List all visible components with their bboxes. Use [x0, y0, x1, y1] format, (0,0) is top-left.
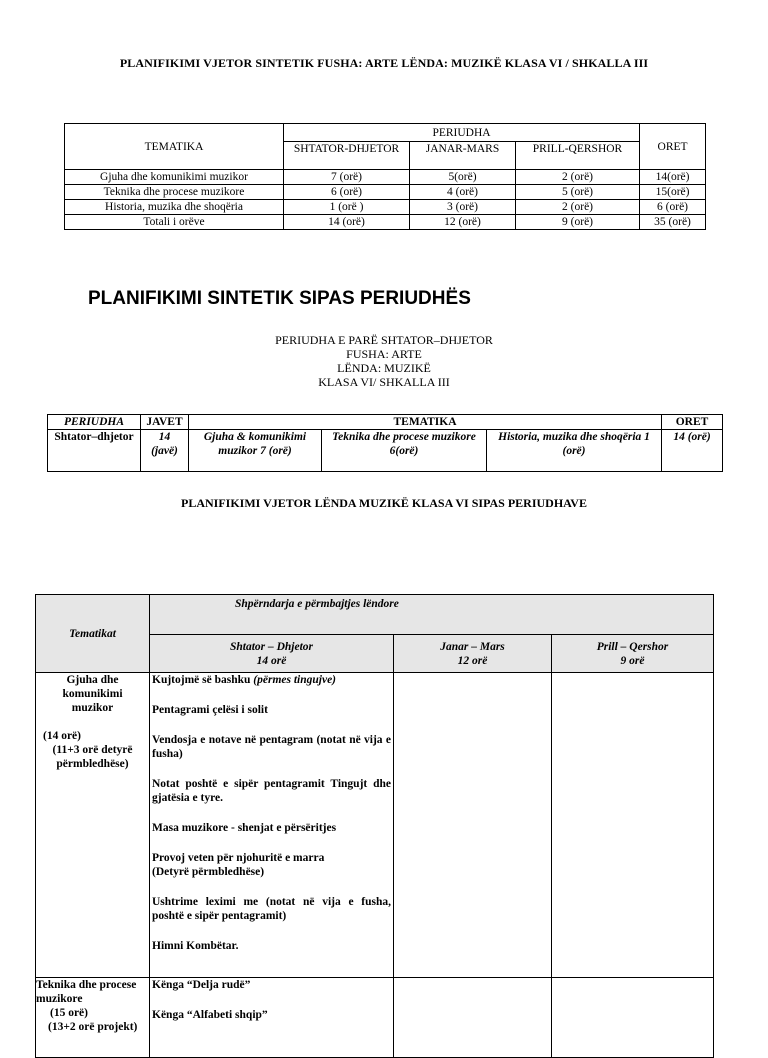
section-subtitle-line: LËNDA: MUZIKË	[337, 361, 431, 375]
table-row	[65, 215, 706, 230]
period-header	[394, 635, 552, 673]
period-name: Shtator – Dhjetor	[229, 640, 314, 653]
row-name: Teknika dhe procese muzikore	[65, 185, 284, 200]
content-item: Notat poshtë e sipër pentagramit Tingujt dhe gjatësia e tyre.	[152, 778, 391, 804]
content-item: Kënga “Alfabeti shqip”	[152, 1009, 268, 1021]
topic-cell	[36, 978, 150, 1058]
col-oret: ORET	[662, 415, 723, 430]
topic-line: Gjuha dhe	[66, 674, 119, 686]
cell-periudha: Shtator–dhjetor	[48, 430, 141, 472]
col-javet: JAVET	[141, 415, 189, 430]
row-name: Historia, muzika dhe shoqëria	[65, 200, 284, 215]
row-name: Gjuha dhe komunikimi muzikor	[65, 170, 284, 185]
content-item: Ushtrime leximi me (notat në vija e fusha, poshtë e sipër pentagramit)	[152, 896, 391, 922]
topic-line: Teknika dhe procese	[36, 979, 137, 991]
content-item: Kujtojmë së bashku (përmes tingujve)	[152, 674, 337, 686]
annual-summary-table	[64, 123, 706, 230]
table-row	[65, 185, 706, 200]
cell: 35 (orë)	[640, 215, 706, 230]
cell: 6 (orë)	[284, 185, 410, 200]
cell-text: Teknika dhe procese muzikore	[332, 431, 476, 443]
period-hours: 14 orë	[256, 654, 287, 667]
content-item: Masa muzikore - shenjat e përsëritjes	[152, 822, 337, 834]
period-name: Prill – Qershor	[596, 640, 669, 653]
cell-javet: 14 (javë)	[141, 430, 189, 472]
col-tematika: TEMATIKA	[189, 415, 662, 430]
cell: 6 (orë)	[640, 200, 706, 215]
cell: 4 (orë)	[410, 185, 516, 200]
cell-tematika-3: Historia, muzika dhe shoqëria 1 (orë)	[487, 430, 662, 472]
content-item: Kënga “Delja rudë”	[152, 979, 251, 991]
cell: 14(orë)	[640, 170, 706, 185]
period-header: PRILL-QERSHOR	[516, 142, 640, 170]
topic-line: (14 orë)	[43, 730, 81, 742]
section-subtitle-line: KLASA VI/ SHKALLA III	[318, 375, 450, 389]
content-cell	[150, 978, 394, 1058]
section-subtitle-line: PERIUDHA E PARË SHTATOR–DHJETOR	[275, 333, 493, 347]
period-header	[552, 635, 714, 673]
cell: 5 (orë)	[516, 185, 640, 200]
cell: 3 (orë)	[410, 200, 516, 215]
topic-line: komunikimi	[62, 688, 123, 700]
cell-text: 6(orë)	[389, 445, 419, 457]
cell: 12 (orë)	[410, 215, 516, 230]
topic-cell	[36, 673, 150, 978]
topic-line: muzikore	[36, 993, 83, 1005]
empty-cell	[552, 978, 714, 1058]
period-hours: 9 orë	[620, 654, 645, 667]
cell: 2 (orë)	[516, 200, 640, 215]
cell-tematika-2	[322, 430, 487, 472]
cell: 14 (orë)	[284, 215, 410, 230]
period-header	[150, 635, 394, 673]
col-oret: ORET	[640, 124, 706, 170]
cell: 1 (orë )	[284, 200, 410, 215]
period-header: SHTATOR-DHJETOR	[284, 142, 410, 170]
col-tematikat: Tematikat	[36, 595, 150, 673]
period-summary-table	[47, 414, 723, 472]
cell: 15(orë)	[640, 185, 706, 200]
topic-line: (15 orë)	[50, 1007, 88, 1019]
content-item: Himni Kombëtar.	[152, 940, 239, 952]
col-shperndarja: Shpërndarja e përmbajtjes lëndore	[150, 595, 714, 635]
col-periudha: PERIUDHA	[48, 415, 141, 430]
col-tematika: TEMATIKA	[65, 124, 284, 170]
empty-cell	[394, 978, 552, 1058]
period-name: Janar – Mars	[440, 640, 505, 653]
content-item: Vendosja e notave në pentagram (notat në vija e fusha)	[152, 734, 391, 760]
table-row	[48, 430, 723, 472]
topic-line: muzikor	[71, 702, 114, 714]
content-item: Pentagrami çelësi i solit	[152, 704, 268, 716]
section-title: PLANIFIKIMI VJETOR LËNDA MUZIKË KLASA VI SIPAS PERIUDHAVE	[181, 496, 587, 510]
table-row	[65, 170, 706, 185]
col-periudha: PERIUDHA	[284, 124, 640, 142]
cell: 5(orë)	[410, 170, 516, 185]
row-name: Totali i orëve	[65, 215, 284, 230]
table-row	[65, 200, 706, 215]
topic-line: (13+2 orë projekt)	[48, 1021, 138, 1033]
empty-cell	[552, 673, 714, 978]
cell: 7 (orë)	[284, 170, 410, 185]
annual-plan-table	[35, 594, 714, 1058]
content-item: Provoj veten për njohuritë e marra (Detyrë përmbledhëse)	[152, 852, 325, 878]
cell-oret: 14 (orë)	[662, 430, 723, 472]
document-title: PLANIFIKIMI VJETOR SINTETIK FUSHA: ARTE LËNDA: MUZIKË KLASA VI / SHKALLA III	[119, 56, 649, 70]
cell: 2 (orë)	[516, 170, 640, 185]
period-hours: 12 orë	[457, 654, 488, 667]
period-header: JANAR-MARS	[410, 142, 516, 170]
empty-cell	[394, 673, 552, 978]
table-row	[36, 673, 714, 978]
section-title: PLANIFIKIMI SINTETIK SIPAS PERIUDHЁS	[88, 288, 471, 309]
content-cell	[150, 673, 394, 978]
section-subtitle-line: FUSHA: ARTE	[346, 347, 422, 361]
cell: 9 (orë)	[516, 215, 640, 230]
cell-tematika-1: Gjuha & komunikimi muzikor 7 (orë)	[189, 430, 322, 472]
topic-line: (11+3 orë detyrë	[52, 744, 133, 756]
topic-line: përmbledhëse)	[56, 758, 129, 770]
table-row	[36, 978, 714, 1058]
